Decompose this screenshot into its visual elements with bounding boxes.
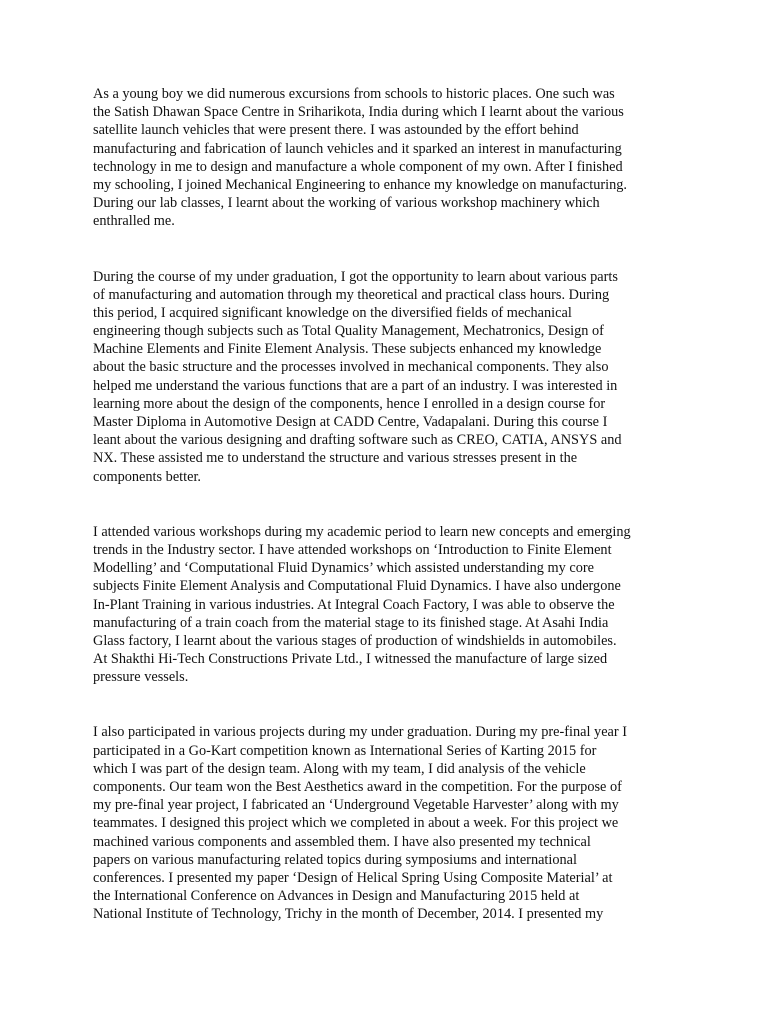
text-line: Master Diploma in Automotive Design at CADD Centre, Vadapalani. During this course I: [93, 414, 608, 430]
text-line: satellite launch vehicles that were present there. I was astounded by the effort behind: [93, 122, 579, 139]
text-line: learning more about the design of the components, hence I enrolled in a design course for: [93, 395, 606, 412]
text-line: machined various components and assembled them. I have also presented my technical: [93, 833, 591, 850]
text-line: teammates. I designed this project which we completed in about a week. For this project we: [93, 815, 619, 832]
text-line: In-Plant Training in various industries. At Integral Coach Factory, I was able to observe the: [93, 596, 615, 613]
text-line: of manufacturing and automation through my theoretical and practical class hours. During: [93, 286, 610, 303]
text-line: National Institute of Technology, Trichy in the month of December, 2014. I presented my: [93, 906, 604, 923]
paragraph-2: [93, 268, 679, 486]
text-line: conferences. I presented my paper ‘Design of Helical Spring Using Composite Material’ at: [93, 869, 613, 886]
text-line: the International Conference on Advances in Design and Manufacturing 2015 held at: [93, 888, 580, 905]
paragraph-4: [93, 723, 679, 923]
text-line: During the course of my under graduation, I got the opportunity to learn about various parts: [93, 268, 618, 285]
text-line: At Shakthi Hi-Tech Constructions Private Ltd., I witnessed the manufacture of large sized: [93, 651, 608, 668]
text-line: As a young boy we did numerous excursions from schools to historic places. One such was: [93, 86, 615, 102]
text-line: components better.: [93, 468, 201, 485]
text-line: Machine Elements and Finite Element Analysis. These subjects enhanced my knowledge: [93, 341, 602, 358]
text-line: components. Our team won the Best Aesthetics award in the competition. For the purpose of: [93, 779, 622, 795]
text-line: NX. These assisted me to understand the structure and various stresses present in the: [93, 450, 578, 467]
text-line: this period, I acquired significant knowledge on the diversified fields of mechanical: [93, 304, 572, 321]
text-line: enthralled me.: [93, 213, 175, 230]
text-line: Glass factory, I learnt about the various stages of production of windshields in automobiles.: [93, 632, 617, 649]
text-line: engineering though subjects such as Total Quality Management, Mechatronics, Design of: [93, 323, 604, 340]
paragraph-3: [93, 523, 679, 687]
text-line: During our lab classes, I learnt about the working of various workshop machinery which: [93, 195, 600, 212]
text-line: pressure vessels.: [93, 669, 189, 686]
text-line: I attended various workshops during my academic period to learn new concepts and emerging: [93, 523, 631, 540]
text-line: manufacturing of a train coach from the material stage to its finished stage. At Asahi India: [93, 614, 609, 631]
text-line: papers on various manufacturing related topics during symposiums and international: [93, 851, 577, 868]
text-line: my schooling, I joined Mechanical Engineering to enhance my knowledge on manufacturing.: [93, 176, 627, 193]
text-line: subjects Finite Element Analysis and Computational Fluid Dynamics. I have also undergone: [93, 578, 621, 595]
text-line: helped me understand the various functions that are a part of an industry. I was interested in: [93, 377, 618, 394]
text-line: my pre-final year project, I fabricated an ‘Underground Vegetable Harvester’ along with my: [93, 797, 619, 814]
paragraph-1: [93, 85, 679, 231]
text-line: manufacturing and fabrication of launch vehicles and it sparked an interest in manufacturing: [93, 140, 622, 157]
text-line: about the basic structure and the processes involved in mechanical components. They also: [93, 359, 609, 376]
text-line: which I was part of the design team. Along with my team, I did analysis of the vehicle: [93, 760, 586, 777]
text-line: leant about the various designing and drafting software such as CREO, CATIA, ANSYS and: [93, 432, 622, 449]
text-line: Modelling’ and ‘Computational Fluid Dynamics’ which assisted understanding my core: [93, 560, 594, 577]
text-line: participated in a Go-Kart competition known as International Series of Karting 2015 for: [93, 742, 597, 759]
text-line: technology in me to design and manufacture a whole component of my own. After I finished: [93, 158, 623, 175]
document-body: [93, 85, 679, 924]
text-line: the Satish Dhawan Space Centre in Sriharikota, India during which I learnt about the various: [93, 104, 624, 121]
text-line: I also participated in various projects during my under graduation. During my pre-final year I: [93, 724, 627, 741]
text-line: trends in the Industry sector. I have attended workshops on ‘Introduction to Finite Element: [93, 541, 612, 558]
